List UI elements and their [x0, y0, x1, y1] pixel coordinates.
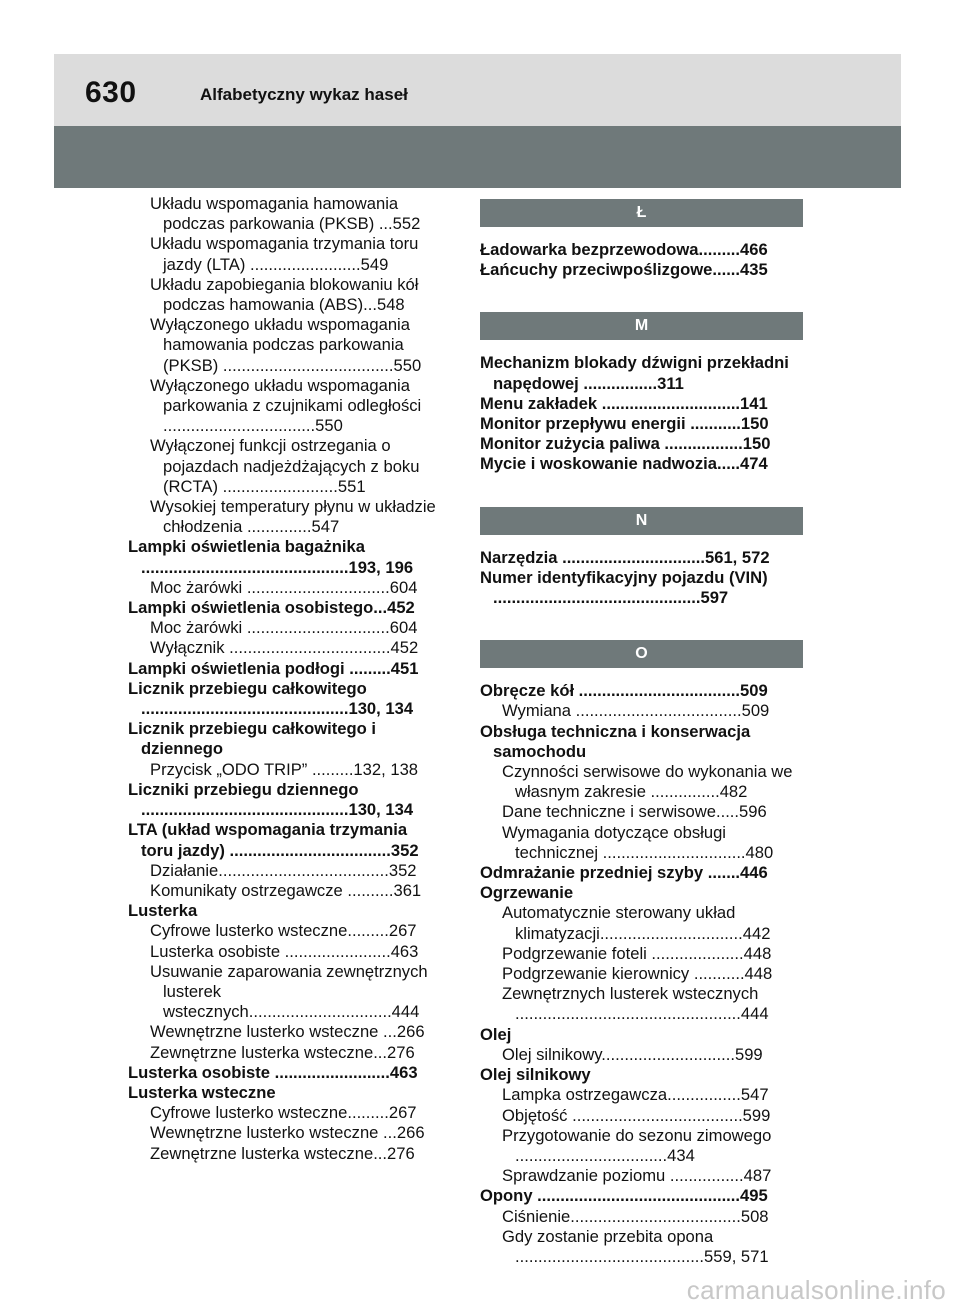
index-subentry: Układu wspomagania trzymania toru jazdy (LTA) ........................549	[150, 234, 419, 274]
index-entry: Obsługa techniczna i konserwacja samochodu	[480, 721, 751, 761]
watermark: carmanualsonline.info	[686, 1275, 946, 1305]
index-subentry: Wymagania dotyczące obsługi technicznej ...............................480	[502, 822, 774, 862]
index-entry: Licznik przebiegu całkowitego i dziennego	[128, 719, 377, 759]
index-entry: Łańcuchy przeciwpoślizgowe......435	[480, 260, 768, 280]
index-entry: Mycie i woskowanie nadwozia.....474	[480, 454, 768, 474]
index-subentry: Układu zapobiegania blokowaniu kół podczas hamowania (ABS)...548	[150, 274, 419, 315]
index-subentry: Usuwanie zaparowania zewnętrznych lusterek wstecznych...............................444	[150, 961, 428, 1022]
index-subentry: Zewnętrznych lusterek wstecznych .................................................444	[502, 984, 769, 1024]
index-entry: Lampki oświetlenia podłogi .........451	[128, 658, 419, 678]
index-subentry: Olej silnikowy.............................599	[502, 1044, 763, 1064]
section-letter-header: M	[480, 312, 803, 340]
index-subentry: Wyłączonej funkcji ostrzegania o pojazdach nadjeżdżających z boku (RCTA) .........................551	[150, 436, 420, 496]
index-subentry: Wewnętrzne lusterko wsteczne ...266	[150, 1123, 425, 1143]
index-entry: Odmrażanie przedniej szyby .......446	[480, 863, 768, 883]
index-entry: Mechanizm blokady dźwigni przekładni napędowej ................311	[480, 353, 789, 393]
index-entry: Licznik przebiegu całkowitego .............................................130, 134	[128, 678, 414, 719]
index-subentry: Komunikaty ostrzegawcze ..........361	[150, 880, 422, 900]
index-subentry: Podgrzewanie kierownicy ...........448	[502, 964, 773, 984]
index-subentry: Moc żarówki ...............................604	[150, 618, 418, 638]
index-subentry: Wysokiej temperatury płynu w układzie chłodzenia ..............547	[150, 497, 436, 537]
section-letter-header: Ł	[480, 199, 803, 227]
index-subentry: Przycisk „ODO TRIP” .........132, 138	[150, 759, 419, 779]
index-column-right	[480, 199, 803, 1267]
index-entry: Olej	[480, 1024, 512, 1044]
page-number: 630	[85, 76, 137, 109]
index-subentry: Działanie.....................................352	[150, 860, 417, 880]
index-subentry: Gdy zostanie przebita opona .........................................559, 571	[502, 1226, 769, 1266]
index-subentry: Objętość .....................................599	[502, 1105, 771, 1125]
page-title: Alfabetyczny wykaz haseł	[200, 85, 408, 104]
index-entry: Obręcze kół ...................................509	[480, 681, 768, 701]
index-subentry: Zewnętrzne lusterka wsteczne...276	[150, 1143, 415, 1163]
index-entry: Liczniki przebiegu dziennego .............................................130, 134	[128, 779, 414, 820]
index-entry: Lusterka osobiste .........................463	[128, 1062, 418, 1082]
index-subentry: Zewnętrzne lusterka wsteczne...276	[150, 1042, 415, 1062]
index-entry: Ogrzewanie	[480, 883, 574, 903]
section-letter-header: N	[480, 507, 803, 535]
index-entry: Opony ............................................495	[480, 1186, 768, 1206]
index-subentry: Ciśnienie.....................................508	[502, 1206, 769, 1226]
index-entry: Ładowarka bezprzewodowa.........466	[480, 240, 768, 259]
index-subentry: Wymiana ....................................509	[502, 701, 770, 721]
index-entry: Numer identyfikacyjny pojazdu (VIN) .............................................597	[480, 567, 768, 608]
index-entry: Lampki oświetlenia bagażnika .............................................193, 196	[128, 537, 414, 577]
index-subentry: Wewnętrzne lusterko wsteczne ...266	[150, 1022, 425, 1042]
index-entry: LTA (układ wspomagania trzymania toru jazdy) ...................................352	[128, 820, 419, 860]
index-entry: Monitor zużycia paliwa .................150	[480, 434, 771, 454]
index-subentry: Podgrzewanie foteli ....................448	[502, 943, 772, 963]
header-band	[54, 54, 901, 126]
index-subentry: Cyfrowe lusterko wsteczne.........267	[150, 1103, 417, 1123]
index-subentry: Układu wspomagania hamowania podczas parkowania (PKSB) ...552	[150, 194, 421, 234]
index-subentry: Lusterka osobiste .......................463	[150, 941, 419, 961]
index-entry: Monitor przepływu energii ...........150	[480, 414, 769, 434]
section-letter-header: O	[480, 640, 803, 668]
index-subentry: Sprawdzanie poziomu ................487	[502, 1166, 772, 1186]
index-entry: Lusterka wsteczne	[128, 1082, 276, 1102]
index-subentry: Wyłączonego układu wspomagania parkowania z czujnikami odległości .................................550	[150, 375, 422, 436]
index-entry: Olej silnikowy	[480, 1065, 591, 1085]
index-entry: Menu zakładek ..............................141	[480, 393, 768, 413]
index-subentry: Czynności serwisowe do wykonania we własnym zakresie ...............482	[502, 762, 793, 802]
index-subentry: Automatycznie sterowany układ klimatyzacji...............................442	[502, 903, 771, 943]
index-subentry: Lampka ostrzegawcza................547	[502, 1085, 769, 1105]
index-subentry: Moc żarówki ...............................604	[150, 577, 418, 597]
index-subentry: Cyfrowe lusterko wsteczne.........267	[150, 921, 417, 941]
index-subentry: Wyłączonego układu wspomagania hamowania podczas parkowania (PKSB) .....................................550	[150, 315, 422, 375]
index-entry: Lampki oświetlenia osobistego...452	[128, 598, 415, 618]
index-subentry: Przygotowanie do sezonu zimowego .................................434	[502, 1125, 772, 1165]
index-subentry: Wyłącznik ...................................452	[150, 638, 419, 658]
header-dark-band	[54, 126, 901, 188]
index-entry: Narzędzia ...............................561, 572	[480, 547, 770, 567]
index-subentry: Dane techniczne i serwisowe.....596	[502, 802, 767, 822]
index-entry: Lusterka	[128, 901, 198, 921]
index-column-left	[128, 194, 443, 1164]
